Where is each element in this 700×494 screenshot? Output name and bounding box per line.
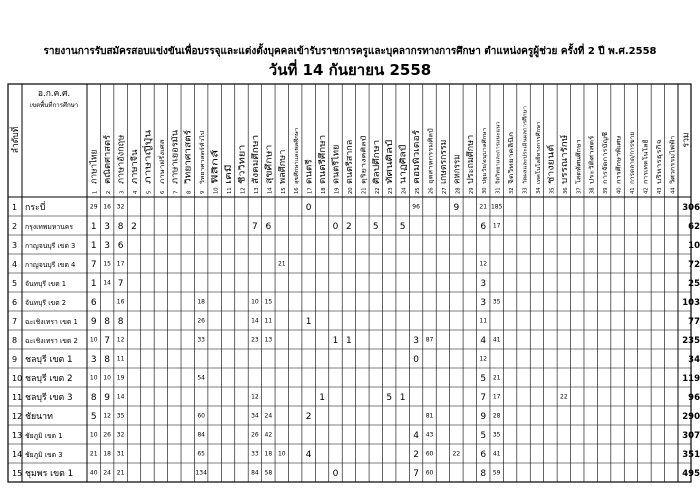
data-cell: 81 <box>425 412 434 420</box>
data-cell: 1 <box>399 392 406 403</box>
data-cell: 7 <box>252 221 258 232</box>
data-cell: 8 <box>90 392 97 403</box>
data-cell: 60 <box>197 412 205 420</box>
row-number: 4 <box>12 260 18 269</box>
data-cell: 18 <box>264 450 273 458</box>
row-number: 1 <box>12 203 18 212</box>
data-cell: 6 <box>265 221 272 232</box>
data-cell: 9 <box>104 392 111 403</box>
data-cell: 6 <box>480 449 487 460</box>
subject-header: ภาษาจีน <box>129 153 140 184</box>
area-name: ฉะเชิงเทรา เขต 2 <box>25 337 78 345</box>
data-cell: 8 <box>117 316 124 327</box>
data-cell: 42 <box>264 431 273 439</box>
report-title: รายงานการรับสมัครสอบแข่งขันเพื่อบรรจุและแต่งตั้งบุคคลเข้ารับราชการครูและบุคลากรทางการศึกษา ตำแหน่งครูผู้ช่วย ครั้งที่ 2 ปี พ.ศ.2558 <box>43 46 657 57</box>
data-cell: 14 <box>103 279 111 287</box>
row-number: 12 <box>12 412 23 421</box>
data-cell: 15 <box>264 298 273 306</box>
subject-number: 3 <box>119 190 126 194</box>
data-cell: 28 <box>492 412 501 420</box>
subject-header: คณิตศาสตร์ <box>102 141 113 184</box>
data-cell: 43 <box>425 431 434 439</box>
area-name: จันทบุรี เขต 1 <box>25 280 67 288</box>
subject-header: การจัดการบัญชี <box>602 141 610 184</box>
subject-number: 13 <box>253 187 260 194</box>
row-number: 11 <box>12 393 23 402</box>
data-cell: 35 <box>492 431 501 439</box>
data-cell: 7 <box>413 468 419 479</box>
data-cell: 16 <box>116 298 125 306</box>
area-name: กรุงเทพมหานคร <box>25 223 73 231</box>
row-total: 25 <box>688 279 700 289</box>
data-cell: 21 <box>492 374 501 382</box>
data-cell: 5 <box>480 430 487 441</box>
data-cell: 1 <box>346 335 352 346</box>
subject-number: 24 <box>401 187 408 194</box>
data-cell: 16 <box>103 203 111 211</box>
subject-number: 26 <box>428 187 435 194</box>
subject-number: 18 <box>321 187 328 194</box>
data-cell: 8 <box>104 354 111 365</box>
data-cell: 33 <box>197 336 205 344</box>
data-cell: 10 <box>277 450 286 458</box>
data-cell: 7 <box>104 335 111 346</box>
subject-header: ภาษาอังกฤษ <box>115 139 126 184</box>
data-cell: 13 <box>264 336 273 344</box>
data-cell: 6 <box>90 297 97 308</box>
subject-number: 28 <box>455 187 462 194</box>
data-cell: 18 <box>103 450 111 458</box>
subject-header: เกษตรกรรม <box>437 141 448 184</box>
data-cell: 0 <box>305 202 312 213</box>
area-column-header: อ.ก.ค.ศ. <box>37 89 71 99</box>
data-cell: 14 <box>251 317 259 325</box>
data-cell: 10 <box>103 374 111 382</box>
subject-number: 16 <box>294 187 301 194</box>
subject-header: ประถมศึกษา <box>464 139 475 184</box>
subject-header: สุขศึกษา <box>263 153 274 184</box>
row-number: 3 <box>12 241 18 250</box>
data-cell: 35 <box>116 412 125 420</box>
data-cell: 17 <box>492 393 501 401</box>
subject-number: 27 <box>441 187 448 194</box>
data-cell: 3 <box>104 221 111 232</box>
data-cell: 12 <box>479 260 488 268</box>
data-cell: 3 <box>90 354 97 365</box>
subject-number: 7 <box>173 190 180 194</box>
subject-header: ดุริยางคศิลป์ <box>360 150 368 184</box>
subject-header: จิตวิทยาคลินิก <box>508 145 516 184</box>
area-name: ชุมพร เขต 1 <box>25 469 74 479</box>
data-cell: 10 <box>89 336 98 344</box>
data-cell: 84 <box>251 469 259 477</box>
data-cell: 3 <box>480 278 487 289</box>
data-cell: 17 <box>492 222 501 230</box>
subject-number: 35 <box>549 187 556 194</box>
data-cell: 58 <box>264 469 273 477</box>
data-cell: 84 <box>197 431 205 439</box>
data-cell: 22 <box>560 393 568 401</box>
area-name: ชลบุรี เขต 2 <box>25 374 73 384</box>
data-cell: 21 <box>116 469 125 477</box>
subject-number: 14 <box>267 187 274 194</box>
data-cell: 1 <box>319 392 325 403</box>
data-cell: 21 <box>277 260 286 268</box>
subject-number: 44 <box>670 187 677 194</box>
subject-number: 20 <box>347 187 354 194</box>
data-cell: 14 <box>116 393 125 401</box>
subject-number: 25 <box>415 187 422 194</box>
row-number: 7 <box>12 317 18 326</box>
subject-number: 6 <box>159 190 166 194</box>
subject-number: 8 <box>186 190 193 194</box>
data-cell: 2 <box>413 449 419 460</box>
data-cell: 2 <box>346 221 352 232</box>
subject-number: 32 <box>509 187 516 194</box>
data-cell: 18 <box>197 298 205 306</box>
subject-number: 15 <box>280 187 287 194</box>
data-cell: 8 <box>480 468 487 479</box>
data-cell: 3 <box>104 240 111 251</box>
data-cell: 23 <box>251 336 259 344</box>
data-cell: 3 <box>480 297 487 308</box>
subject-header: ปฐมวัย/อนุบาลศึกษา <box>482 137 489 184</box>
data-cell: 2 <box>305 411 312 422</box>
data-cell: 60 <box>425 469 434 477</box>
data-cell: 1 <box>90 221 97 232</box>
subject-header: ดนตรีสากล <box>343 143 354 184</box>
subject-header: สุขศึกษาและพลศึกษา <box>294 135 301 184</box>
subject-number: 11 <box>227 187 234 194</box>
subject-header: ดนตรี <box>303 163 314 184</box>
area-column-subheader: เขตพื้นที่การศึกษา <box>29 102 79 109</box>
subject-header: จิตวิทยาและการแนะแนว <box>495 127 502 184</box>
subject-header: การตลาด/การขาย <box>628 134 636 184</box>
data-cell: 7 <box>90 259 97 270</box>
subject-header: ชีววิทยา <box>236 154 247 184</box>
data-cell: 96 <box>412 203 420 211</box>
subject-header: โสตทัศนศึกษา <box>575 145 583 184</box>
data-cell: 60 <box>425 450 434 458</box>
data-cell: 31 <box>116 450 125 458</box>
data-cell: 17 <box>116 260 125 268</box>
row-total: 307 <box>682 431 700 441</box>
subject-header: วิทยาศาสตร์ทั่วไป <box>200 143 207 184</box>
data-cell: 6 <box>480 221 487 232</box>
data-cell: 26 <box>103 431 111 439</box>
data-cell: 19 <box>116 374 125 382</box>
data-cell: 4 <box>305 449 312 460</box>
row-number: 9 <box>12 355 18 364</box>
data-cell: 10 <box>89 431 98 439</box>
subject-header: วัดผลและประเมินผลการศึกษา <box>522 116 529 184</box>
row-total: 290 <box>682 412 700 422</box>
subject-number: 2 <box>106 190 113 194</box>
subject-header: ฟิสิกส์ <box>209 163 220 184</box>
data-cell: 15 <box>103 260 111 268</box>
subject-header: คหกรรม <box>451 153 462 184</box>
subject-number: 39 <box>603 187 610 194</box>
subject-number: 33 <box>522 187 529 194</box>
row-number: 6 <box>12 298 18 307</box>
data-cell: 24 <box>264 412 273 420</box>
data-cell: 12 <box>251 393 259 401</box>
data-cell: 21 <box>479 203 488 211</box>
subject-header: สังคมศึกษา <box>249 143 260 184</box>
area-name: จันทบุรี เขต 2 <box>25 299 67 307</box>
order-column-header: ลำดับที่ <box>11 126 21 154</box>
subject-number: 41 <box>629 187 636 194</box>
data-cell: 12 <box>116 336 125 344</box>
area-name: ชัยภูมิ เขต 3 <box>25 451 63 459</box>
report-date: วันที่ 14 กันยายน 2558 <box>268 61 432 79</box>
data-cell: 1 <box>90 240 97 251</box>
row-total: 235 <box>682 336 700 346</box>
data-cell: 2 <box>131 221 137 232</box>
data-cell: 10 <box>251 298 259 306</box>
data-cell: 3 <box>413 335 419 346</box>
subject-header: อุตสาหกรรมศิลป์ <box>427 138 435 184</box>
row-total: 72 <box>688 260 700 270</box>
subject-number: 38 <box>589 187 596 194</box>
data-cell: 11 <box>264 317 273 325</box>
area-name: กระบี่ <box>25 203 46 213</box>
data-cell: 134 <box>195 469 207 477</box>
subject-header: นาฏศิลป์ <box>397 152 408 184</box>
subject-header: ทัศนศิลป์ <box>384 152 395 184</box>
subject-header: ภาษาเยอรมัน <box>169 136 180 184</box>
row-number: 10 <box>12 374 23 383</box>
row-total: 10 <box>688 241 700 251</box>
data-cell: 1 <box>90 278 97 289</box>
subject-header: ดนตรีไทย <box>330 149 341 184</box>
data-cell: 54 <box>197 374 205 382</box>
subject-number: 5 <box>146 190 153 194</box>
subject-number: 22 <box>374 187 381 194</box>
subject-header: พลศึกษา <box>276 153 287 184</box>
data-cell: 34 <box>251 412 259 420</box>
subject-number: 9 <box>200 190 207 194</box>
data-cell: 59 <box>492 469 501 477</box>
data-cell: 0 <box>332 468 339 479</box>
data-cell: 8 <box>104 316 111 327</box>
data-cell: 5 <box>90 411 97 422</box>
row-total: 34 <box>688 355 700 365</box>
subject-header: ภาษาญี่ปุ่น <box>142 146 153 184</box>
area-name: ชัยภูมิ เขต 1 <box>25 432 63 440</box>
subject-header: ภาษาฝรั่งเศส <box>158 149 166 184</box>
subject-number: 29 <box>468 187 475 194</box>
data-cell: 10 <box>89 374 98 382</box>
data-cell: 26 <box>251 431 259 439</box>
subject-header: ศิลปศึกษา <box>370 148 381 184</box>
subject-header: คอมพิวเตอร์ <box>411 140 422 184</box>
data-cell: 65 <box>197 450 205 458</box>
subject-number: 43 <box>656 187 663 194</box>
data-cell: 29 <box>89 203 98 211</box>
data-cell: 1 <box>305 316 312 327</box>
subject-header: ช่างยนต์ <box>545 154 556 184</box>
subject-header: การศึกษาพิเศษ <box>615 144 623 184</box>
subject-number: 31 <box>495 187 502 194</box>
subject-header: เคมี <box>223 170 234 184</box>
subject-header: วิทยาศาสตร์ <box>182 140 193 184</box>
subject-number: 12 <box>240 187 247 194</box>
row-total: 103 <box>682 298 700 308</box>
data-cell: 1 <box>332 335 339 346</box>
row-number: 13 <box>12 431 23 440</box>
data-cell: 5 <box>386 392 393 403</box>
data-cell: 40 <box>89 469 98 477</box>
row-number: 14 <box>12 450 23 459</box>
subject-number: 1 <box>92 190 99 194</box>
subject-header: บรรณารักษ์ <box>558 143 569 184</box>
data-cell: 21 <box>89 450 98 458</box>
subject-header: ประวัติศาสตร์ <box>588 147 596 184</box>
row-number: 5 <box>12 279 18 288</box>
row-total: 119 <box>682 374 700 384</box>
subject-header: ดนตรีศึกษา <box>317 143 328 184</box>
area-name: กาญจนบุรี เขต 3 <box>25 242 76 250</box>
row-total: 96 <box>688 393 700 403</box>
subject-number: 23 <box>388 187 395 194</box>
data-cell: 7 <box>117 278 124 289</box>
data-cell: 0 <box>413 354 419 365</box>
row-total: 351 <box>682 450 700 460</box>
data-cell: 11 <box>116 355 125 363</box>
subject-header: วิศวกรรมไฟฟ้า <box>669 143 677 184</box>
row-number: 8 <box>12 336 18 345</box>
data-cell: 4 <box>480 335 487 346</box>
subject-number: 4 <box>133 190 140 194</box>
row-number: 2 <box>12 222 18 231</box>
area-name: กาญจนบุรี เขต 4 <box>25 261 76 269</box>
data-cell: 35 <box>492 298 501 306</box>
data-cell: 12 <box>479 355 488 363</box>
subject-number: 42 <box>643 187 650 194</box>
row-number: 15 <box>12 469 23 478</box>
subject-number: 37 <box>576 187 583 194</box>
data-cell: 5 <box>480 373 487 384</box>
subject-number: 36 <box>562 187 569 194</box>
data-cell: 9 <box>90 316 97 327</box>
area-name: ชลบุรี เขต 1 <box>25 355 73 365</box>
area-name: ชลบุรี เขต 3 <box>25 393 73 403</box>
row-total: 77 <box>688 317 700 327</box>
data-cell: 9 <box>480 411 487 422</box>
row-total: 62 <box>688 222 700 232</box>
subject-header: เทคโนโลยีทางการศึกษา <box>535 129 542 184</box>
data-cell: 24 <box>103 469 111 477</box>
data-cell: 33 <box>251 450 259 458</box>
subject-header: ภาษาไทย <box>88 149 99 184</box>
data-cell: 4 <box>413 430 419 441</box>
area-name: ฉะเชิงเทรา เขต 1 <box>25 318 78 326</box>
data-cell: 22 <box>452 450 461 458</box>
subject-header: บริหารธุรกิจ <box>655 151 663 184</box>
subject-number: 19 <box>334 187 341 194</box>
subject-number: 40 <box>616 187 623 194</box>
subject-number: 10 <box>213 187 220 194</box>
subject-number: 30 <box>482 187 489 194</box>
data-cell: 0 <box>332 221 339 232</box>
subject-number: 17 <box>307 187 314 194</box>
data-cell: 87 <box>425 336 434 344</box>
data-cell: 12 <box>103 412 111 420</box>
data-cell: 5 <box>399 221 406 232</box>
data-cell: 8 <box>117 221 124 232</box>
data-cell: 41 <box>492 336 501 344</box>
data-cell: 26 <box>197 317 205 325</box>
subject-number: 21 <box>361 187 368 194</box>
data-cell: 6 <box>117 240 124 251</box>
row-total: 495 <box>682 469 700 479</box>
subject-header: การเทคโนโลยี <box>642 144 650 184</box>
data-cell: 11 <box>479 317 488 325</box>
data-cell: 185 <box>490 203 503 211</box>
total-column-header: รวม <box>681 132 692 148</box>
data-cell: 41 <box>492 450 501 458</box>
data-cell: 32 <box>116 431 125 439</box>
row-total: 306 <box>682 203 700 213</box>
data-cell: 7 <box>480 392 487 403</box>
data-cell: 32 <box>116 203 125 211</box>
area-name: ชัยนาท <box>25 412 53 422</box>
subject-number: 34 <box>535 187 542 194</box>
data-cell: 9 <box>453 202 460 213</box>
data-cell: 5 <box>372 221 379 232</box>
